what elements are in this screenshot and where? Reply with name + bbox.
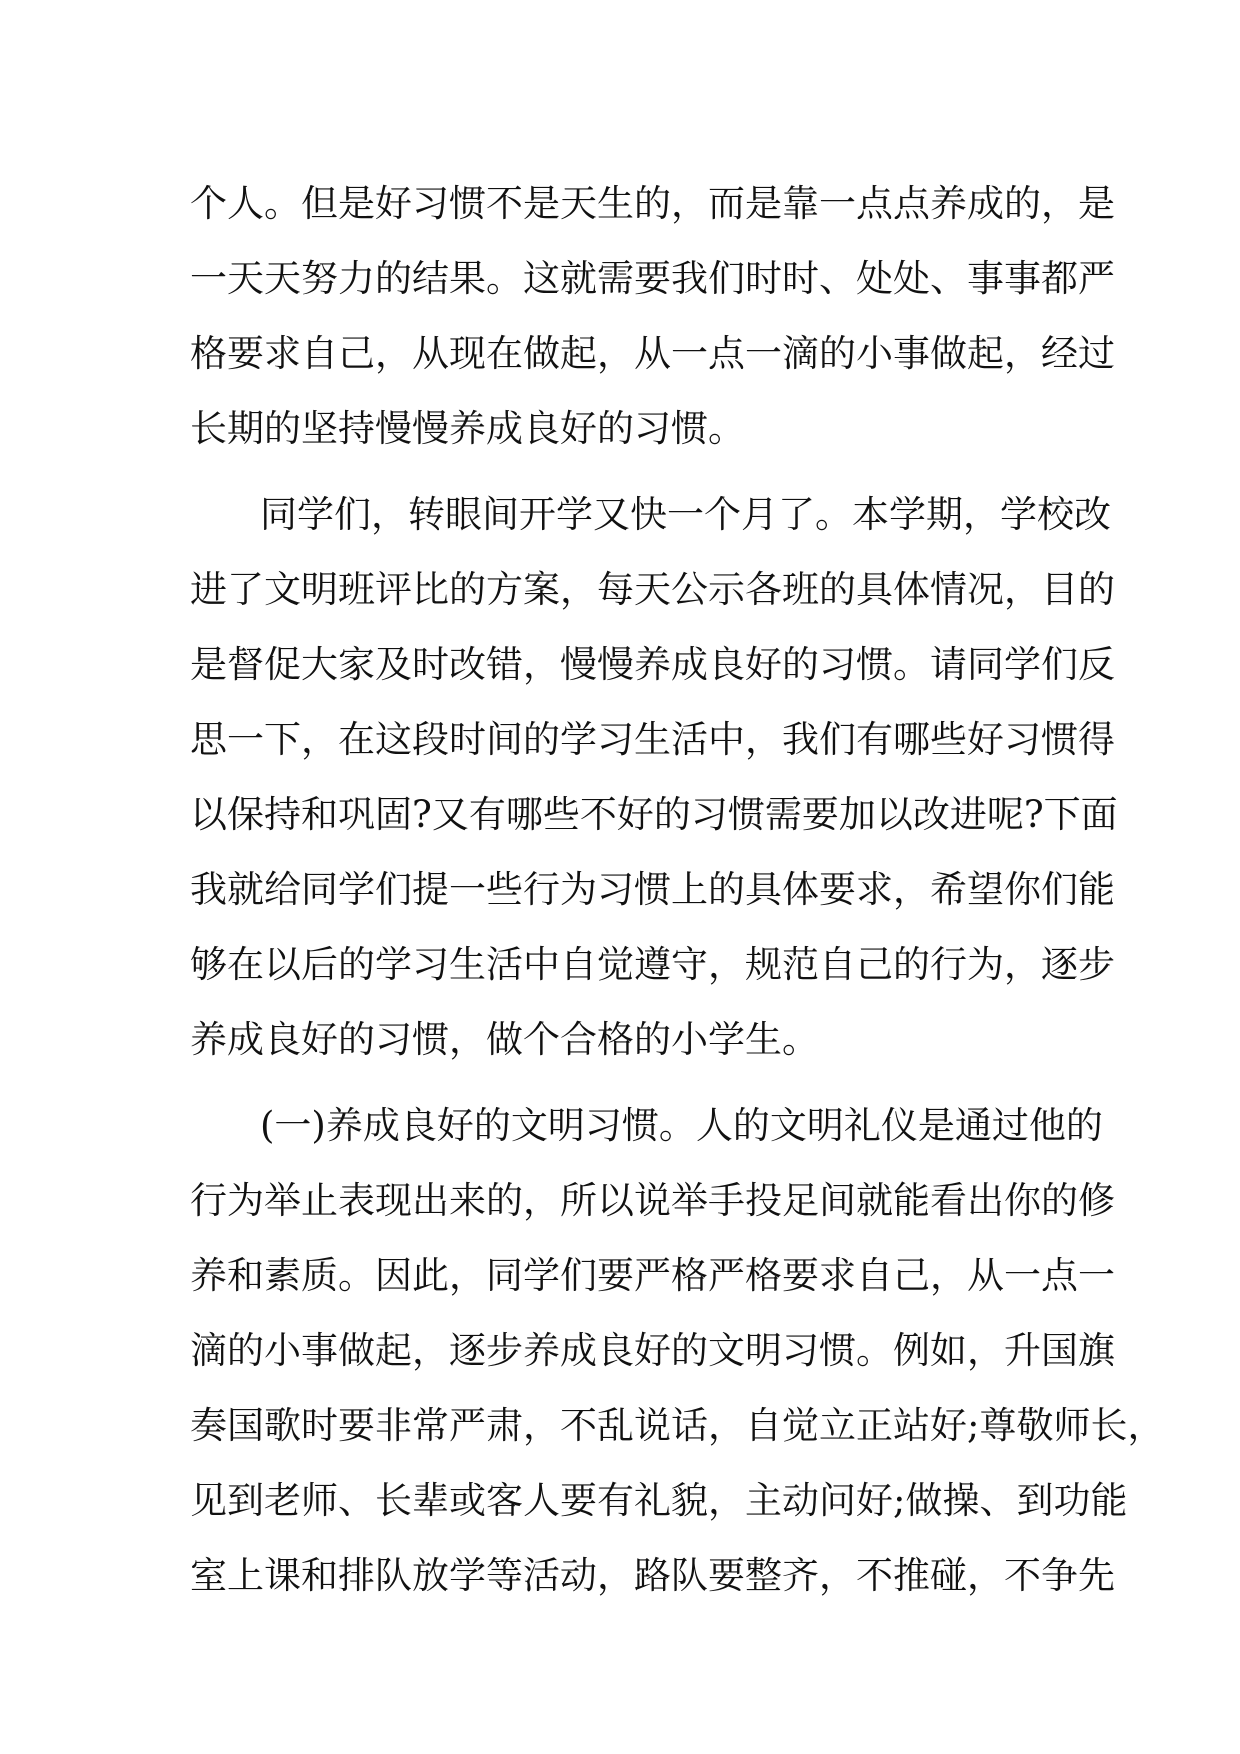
- text-line: 以保持和巩固?又有哪些不好的习惯需要加以改进呢?下面: [190, 793, 1118, 836]
- text-line: 我就给同学们提一些行为习惯上的具体要求，希望你们能: [190, 868, 1115, 911]
- text-line: 长期的坚持慢慢养成良好的习惯。: [190, 407, 745, 450]
- paragraph-gap: [190, 466, 1060, 477]
- text-line: 养成良好的习惯，做个合格的小学生。: [190, 1018, 819, 1061]
- paragraph: [190, 1088, 1165, 1613]
- text-line: 个人。但是好习惯不是天生的，而是靠一点点养成的，是: [190, 182, 1115, 225]
- text-line: 室上课和排队放学等活动，路队要整齐，不推碰，不争先: [190, 1554, 1115, 1597]
- text-line: 见到老师、长辈或客人要有礼貌，主动问好;做操、到功能: [190, 1479, 1128, 1522]
- document-body: [190, 166, 1165, 1613]
- text-line: 进了文明班评比的方案，每天公示各班的具体情况，目的: [190, 568, 1115, 611]
- text-line: 奏国歌时要非常严肃，不乱说话，自觉立正站好;尊敬师长，: [190, 1404, 1165, 1447]
- text-line: 行为举止表现出来的，所以说举手投足间就能看出你的修: [190, 1179, 1115, 1222]
- paragraph: [190, 166, 1115, 466]
- text-line: 同学们，转眼间开学又快一个月了。本学期，学校改: [260, 493, 1111, 536]
- paragraph-gap: [190, 1077, 1060, 1088]
- text-line: 是督促大家及时改错，慢慢养成良好的习惯。请同学们反: [190, 643, 1115, 686]
- text-line: 一天天努力的结果。这就需要我们时时、处处、事事都严: [190, 257, 1115, 300]
- text-line: 格要求自己，从现在做起，从一点一滴的小事做起，经过: [190, 332, 1115, 375]
- text-line: 养和素质。因此，同学们要严格严格要求自己，从一点一: [190, 1254, 1115, 1297]
- text-line: (一)养成良好的文明习惯。人的文明礼仪是通过他的: [260, 1104, 1103, 1147]
- text-line: 滴的小事做起，逐步养成良好的文明习惯。例如，升国旗: [190, 1329, 1115, 1372]
- paragraph: [190, 477, 1118, 1077]
- text-line: 够在以后的学习生活中自觉遵守，规范自己的行为，逐步: [190, 943, 1115, 986]
- text-line: 思一下，在这段时间的学习生活中，我们有哪些好习惯得: [190, 718, 1115, 761]
